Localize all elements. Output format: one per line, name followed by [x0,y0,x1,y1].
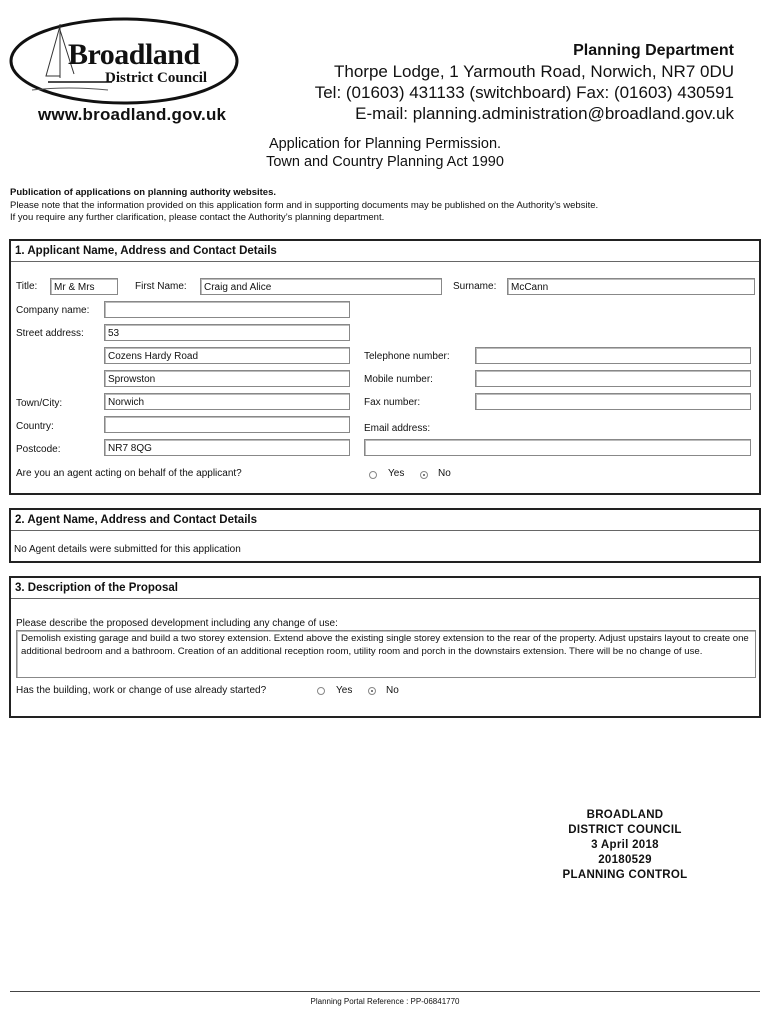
email-label: Email address: [364,423,431,434]
surname-label: Surname: [453,281,497,292]
publication-notice [10,187,598,225]
section-agent [9,508,761,563]
department-title: Planning Department [573,42,734,59]
section-proposal-heading: 3. Description of the Proposal [11,578,759,599]
agent-yes-label: Yes [388,468,405,479]
agent-no-label: No [438,468,451,479]
started-no-radio[interactable] [368,687,376,695]
department-contact [315,40,734,124]
country-field[interactable] [104,416,350,433]
company-field[interactable] [104,301,350,318]
fax-label: Fax number: [364,397,421,408]
fax-field[interactable] [475,393,751,410]
started-yes-label: Yes [336,685,353,696]
logo-subtitle: District Council [105,70,208,86]
form-title-line2: Town and Country Planning Act 1990 [266,154,504,170]
department-email[interactable]: E-mail: planning.administration@broadland.gov.uk [355,104,734,123]
proposal-prompt: Please describe the proposed development including any change of use: [16,618,338,629]
proposal-description-field[interactable]: Demolish existing garage and build a two storey extension. Extend above the existing single storey extension to the rear of the property. Adjust upstairs layout to create one additional bedroom and a bathroom. Creation of an additional reception room, utility room and porch in the downstairs extension. There will be no change of use. [16,630,756,678]
street-line3-field[interactable]: Sprowston [104,370,350,387]
surname-field[interactable]: McCann [507,278,755,295]
footer-divider [10,991,760,992]
street-label: Street address: [16,328,84,339]
form-title-line1: Application for Planning Permission. [268,136,502,152]
postcode-field[interactable]: NR7 8QG [104,439,350,456]
notice-heading: Publication of applications on planning authority websites. [10,187,277,198]
mobile-field[interactable] [475,370,751,387]
first-name-label: First Name: [135,281,187,292]
section-applicant [9,239,761,495]
agent-none-text: No Agent details were submitted for this application [14,544,241,555]
stamp-date: 3 April 2018 [591,839,659,851]
mobile-label: Mobile number: [364,374,433,385]
logo-name: Broadland [68,38,200,71]
notice-line1: Please note that the information provided on this application form and in supporting documents may be published on the Authority’s website. [10,199,599,211]
started-question: Has the building, work or change of use already started? [16,685,267,696]
stamp-number: 20180529 [598,854,652,866]
title-field[interactable]: Mr & Mrs [50,278,118,295]
telephone-label: Telephone number: [364,351,450,362]
started-no-label: No [386,685,399,696]
agent-yes-radio[interactable] [369,471,377,479]
town-field[interactable]: Norwich [104,393,350,410]
received-stamp [540,808,710,883]
stamp-line1: BROADLAND [586,809,664,821]
section-proposal [9,576,761,718]
website-url[interactable]: www.broadland.gov.uk [38,105,227,124]
telephone-field[interactable] [475,347,751,364]
section-applicant-heading: 1. Applicant Name, Address and Contact Details [11,241,759,262]
agent-question: Are you an agent acting on behalf of the applicant? [16,468,242,479]
email-field[interactable] [364,439,751,456]
department-telephone: Tel: (01603) 431133 (switchboard) Fax: (01603) 430591 [314,83,734,102]
notice-line2: If you require any further clarification, please contact the Authority’s planning department. [10,212,385,223]
street-line1-field[interactable]: 53 [104,324,350,341]
company-label: Company name: [16,305,90,316]
form-title [0,135,770,171]
department-address: Thorpe Lodge, 1 Yarmouth Road, Norwich, NR7 0DU [333,62,734,81]
stamp-line2: DISTRICT COUNCIL [568,824,682,836]
stamp-line5: PLANNING CONTROL [562,869,688,881]
country-label: Country: [16,421,54,432]
started-yes-radio[interactable] [317,687,325,695]
section-agent-heading: 2. Agent Name, Address and Contact Details [11,510,759,531]
agent-no-radio[interactable] [420,471,428,479]
street-line2-field[interactable]: Cozens Hardy Road [104,347,350,364]
town-label: Town/City: [16,398,63,409]
portal-reference: Planning Portal Reference : PP-06841770 [310,997,460,1006]
first-name-field[interactable]: Craig and Alice [200,278,442,295]
postcode-label: Postcode: [16,444,61,455]
title-label: Title: [16,281,38,292]
